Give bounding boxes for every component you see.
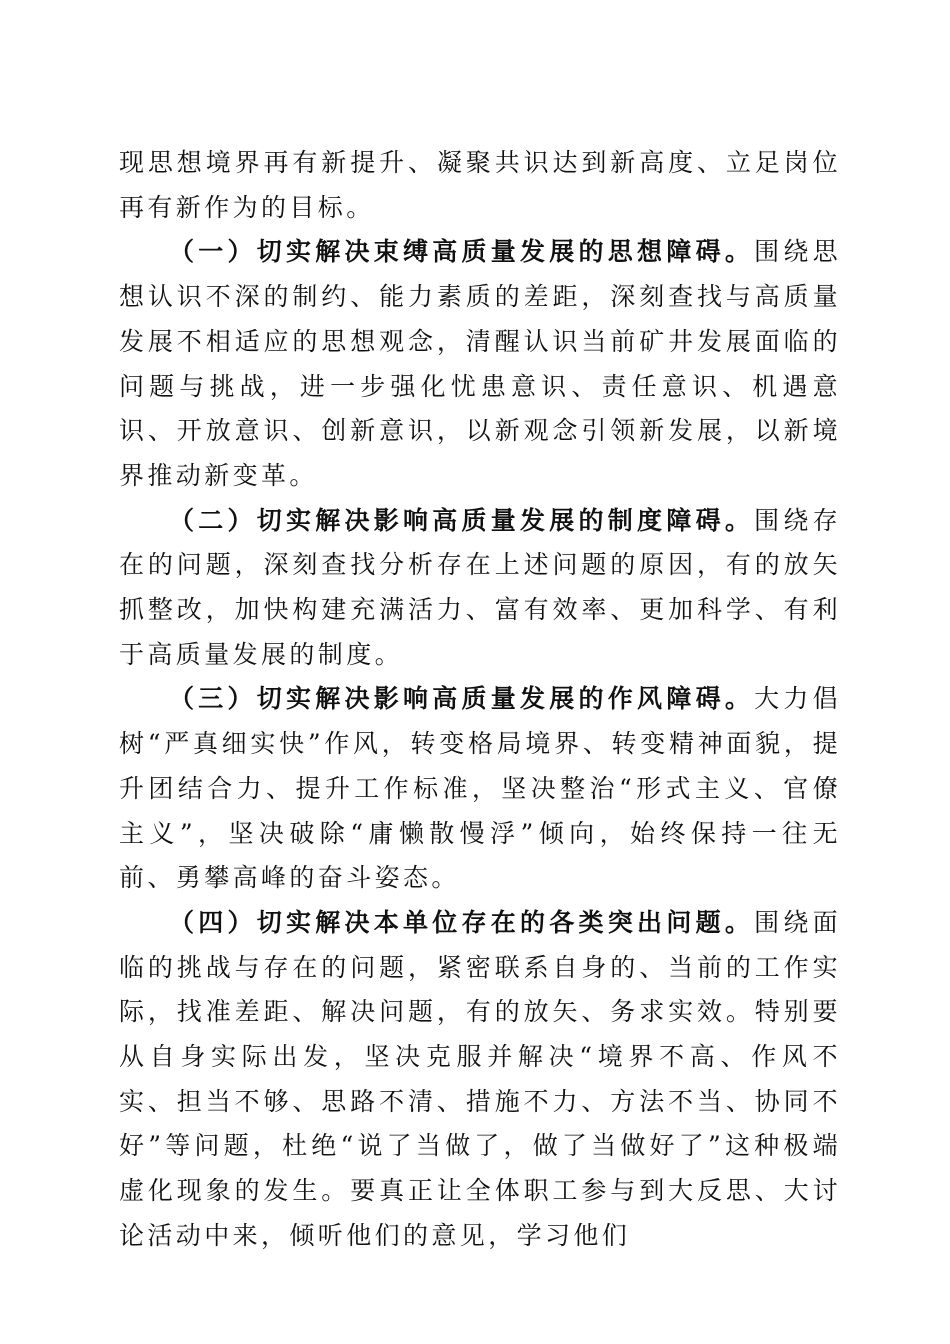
section-body-4: 围绕面临的挑战与存在的问题，紧密联系自身的、当前的工作实际，找准差距、解决问题，有的放矢、务求实效。特别要从自身实际出发，坚决克服并解决“境界不高、作风不实、担当不够、思路不清、措施不力、方法不当、协同不好”等问题，杜绝“说了当做了，做了当做好了”这种极端虚化现象的发生。要真正让全体职工参与到大反思、大讨论活动中来，倾听他们的意见，学习他们 bbox=[119, 907, 841, 1250]
paragraph-body: 现思想境界再有新提升、凝聚共识达到新高度、立足岗位再有新作为的目标。 bbox=[119, 148, 841, 222]
paragraph-section-1 bbox=[119, 230, 841, 498]
section-heading-4: （四）切实解决本单位存在的各类突出问题。 bbox=[169, 907, 755, 937]
paragraph-section-2 bbox=[119, 499, 841, 678]
section-body-3: 大力倡树“严真细实快”作风，转变格局境界、转变精神面貌，提升团结合力、提升工作标准，坚决整治“形式主义、官僚主义”，坚决破除“庸懒散慢浮”倾向，始终保持一往无前、勇攀高峰的奋斗姿态。 bbox=[119, 684, 841, 893]
paragraph-continuation bbox=[119, 141, 841, 230]
section-body-2: 围绕存在的问题，深刻查找分析存在上述问题的原因，有的放矢抓整改，加快构建充满活力、富有效率、更加科学、有利于高质量发展的制度。 bbox=[119, 505, 841, 669]
document-page bbox=[119, 141, 841, 1259]
paragraph-section-3 bbox=[119, 677, 841, 901]
section-heading-3: （三）切实解决影响高质量发展的作风障碍。 bbox=[169, 684, 755, 714]
section-heading-1: （一）切实解决束缚高质量发展的思想障碍。 bbox=[169, 237, 755, 267]
section-heading-2: （二）切实解决影响高质量发展的制度障碍。 bbox=[169, 505, 755, 535]
paragraph-section-4 bbox=[119, 901, 841, 1259]
section-body-1: 围绕思想认识不深的制约、能力素质的差距，深刻查找与高质量发展不相适应的思想观念，清醒认识当前矿井发展面临的问题与挑战，进一步强化忧患意识、责任意识、机遇意识、开放意识、创新意识，以新观念引领新发展，以新境界推动新变革。 bbox=[119, 237, 841, 490]
